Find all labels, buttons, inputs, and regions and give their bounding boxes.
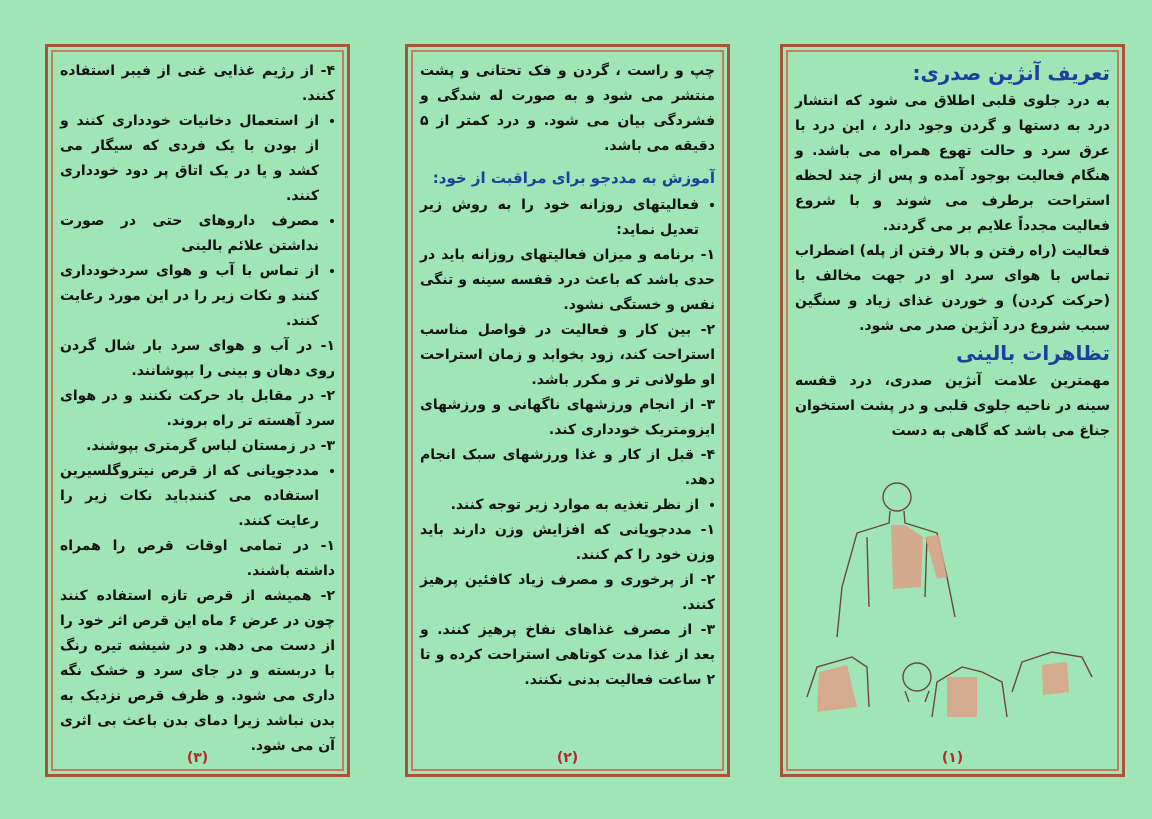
list-item: ۴- قبل از کار و غذا ورزشهای سبک انجام دهد. [420, 447, 715, 488]
panel-2 [405, 44, 730, 777]
list-item: ۱- مددجویانی که افزایش وزن دارند باید وزن خود را کم کنند. [420, 522, 715, 563]
list-item: • فعالیتهای روزانه خود را به روش زیر تعدیل نماید: [420, 193, 699, 243]
panel-3 [45, 44, 350, 777]
page-number: (۳) [186, 750, 209, 766]
list-item: • مصرف داروهای حتی در صورت نداشتن علائم بالینی [60, 209, 319, 259]
pain-description: چپ و راست ، گردن و فک تحتانی و پشت منتشر می شود و به صورت له شدگی و فشردگی بیان می شود. و درد کمتر از ۵ دقیقه می باشد. [420, 63, 715, 154]
activity-list [420, 193, 715, 243]
lifestyle-list [60, 109, 335, 334]
list-item: • مددجویانی که از قرص نیتروگلسیرین استفاده می کنندباید نکات زیر را رعایت کنند. [60, 459, 319, 534]
triggers-text: فعالیت (راه رفتن و بالا رفتن از پله) اضطراب تماس با هوای سرد او در جهت مخالف با (حرکت کردن) و خوردن غذای زیاد و سنگین سبب شروع درد آنژین صدر می شود. [795, 243, 1110, 334]
pain-area-arm [925, 535, 947, 579]
list-item: • از استعمال دخانیات خودداری کنند و از بودن با یک فردی که سیگار می کشد و یا در یک اتاق پر دود خودداری کنند. [60, 109, 319, 209]
pain-area-back [1042, 662, 1069, 695]
list-item: ۳- از انجام ورزشهای ناگهانی و ورزشهای ایزومتریک خودداری کند. [420, 397, 715, 438]
body-pain-illustration [797, 477, 1097, 747]
list-item: ۲- در مقابل باد حرکت نکنند و در هوای سرد آهسته تر راه بروند. [60, 388, 335, 429]
clinical-text: مهمترین علامت آنژین صدری، درد قفسه سینه در ناحیه جلوی قلبی و در پشت استخوان جناغ می باشد که گاهی به دست [795, 373, 1110, 439]
list-item: ۲- همیشه از قرص تازه استفاده کنند چون در عرض ۶ ماه این قرص اثر خود را از دست می دهد. و در شیشه تیره رنگ با دربسته و در جای سرد و خشک نگه داری می شود. و ظرف قرص نزدیک به بدن نباشد زیرا دمای بدن باعث بی اثری آن می شود. [60, 588, 335, 754]
list-item: ۱- در آب و هوای سرد بار شال گردن روی دهان و بینی را بپوشانند. [60, 338, 335, 379]
definition-text: به درد جلوی قلبی اطلاق می شود که انتشار درد به دستها و گردن وجود دارد ، این درد با عرق سرد و حالت تهوع همراه می باشد. و هنگام فعالیت بوجود آمده و پس از چند لحظه استراحت برطرف می شوند و با شروع فعالیت مجدداً علایم بر می گردند. [795, 93, 1110, 234]
page-number: (۱) [941, 750, 964, 766]
nutrition-list [420, 493, 715, 518]
pain-area-shoulder [817, 665, 857, 712]
definition-title: تعریف آنژین صدری: [912, 61, 1110, 85]
list-item: ۱- در تمامی اوقات قرص را همراه داشته باشند. [60, 538, 335, 579]
clinical-title: تظاهرات بالینی [956, 341, 1110, 365]
list-item: ۴- از رژیم غذایی غنی از فیبر استفاده کنند. [60, 63, 335, 104]
list-item: • از نظر تغذیه به موارد زیر توجه کنند. [420, 493, 699, 518]
pain-area-sternum [947, 677, 977, 717]
list-item: ۲- از پرخوری و مصرف زیاد کافئین پرهیز کنند. [420, 572, 715, 613]
list-item: ۲- بین کار و فعالیت در فواصل مناسب استراحت کند، زود بخوابد و زمان استراحت او طولانی تر و مکرر باشد. [420, 322, 715, 388]
list-item: • از تماس با آب و هوای سردخودداری کنند و نکات زیر را در این مورد رعایت کنند. [60, 259, 319, 334]
page-number: (۲) [556, 750, 579, 766]
panel-1 [780, 44, 1125, 777]
body-figure-svg [797, 477, 1097, 747]
selfcare-title: آموزش به مددجو برای مراقبت از خود: [432, 169, 715, 187]
list-item: ۳- در زمستان لباس گرمتری بپوشند. [86, 438, 335, 454]
pain-area-chest [891, 525, 923, 589]
list-item: ۳- از مصرف غذاهای نفاخ پرهیز کنند. و بعد از غذا مدت کوتاهی استراحت کرده و تا ۲ ساعت فعالیت بدنی نکنند. [420, 622, 715, 688]
ntg-list [60, 459, 335, 534]
list-item: ۱- برنامه و میزان فعالیتهای روزانه باید در حدی باشد که باعث درد قفسه سینه و تنگی نفس و خستگی نشود. [420, 247, 715, 313]
